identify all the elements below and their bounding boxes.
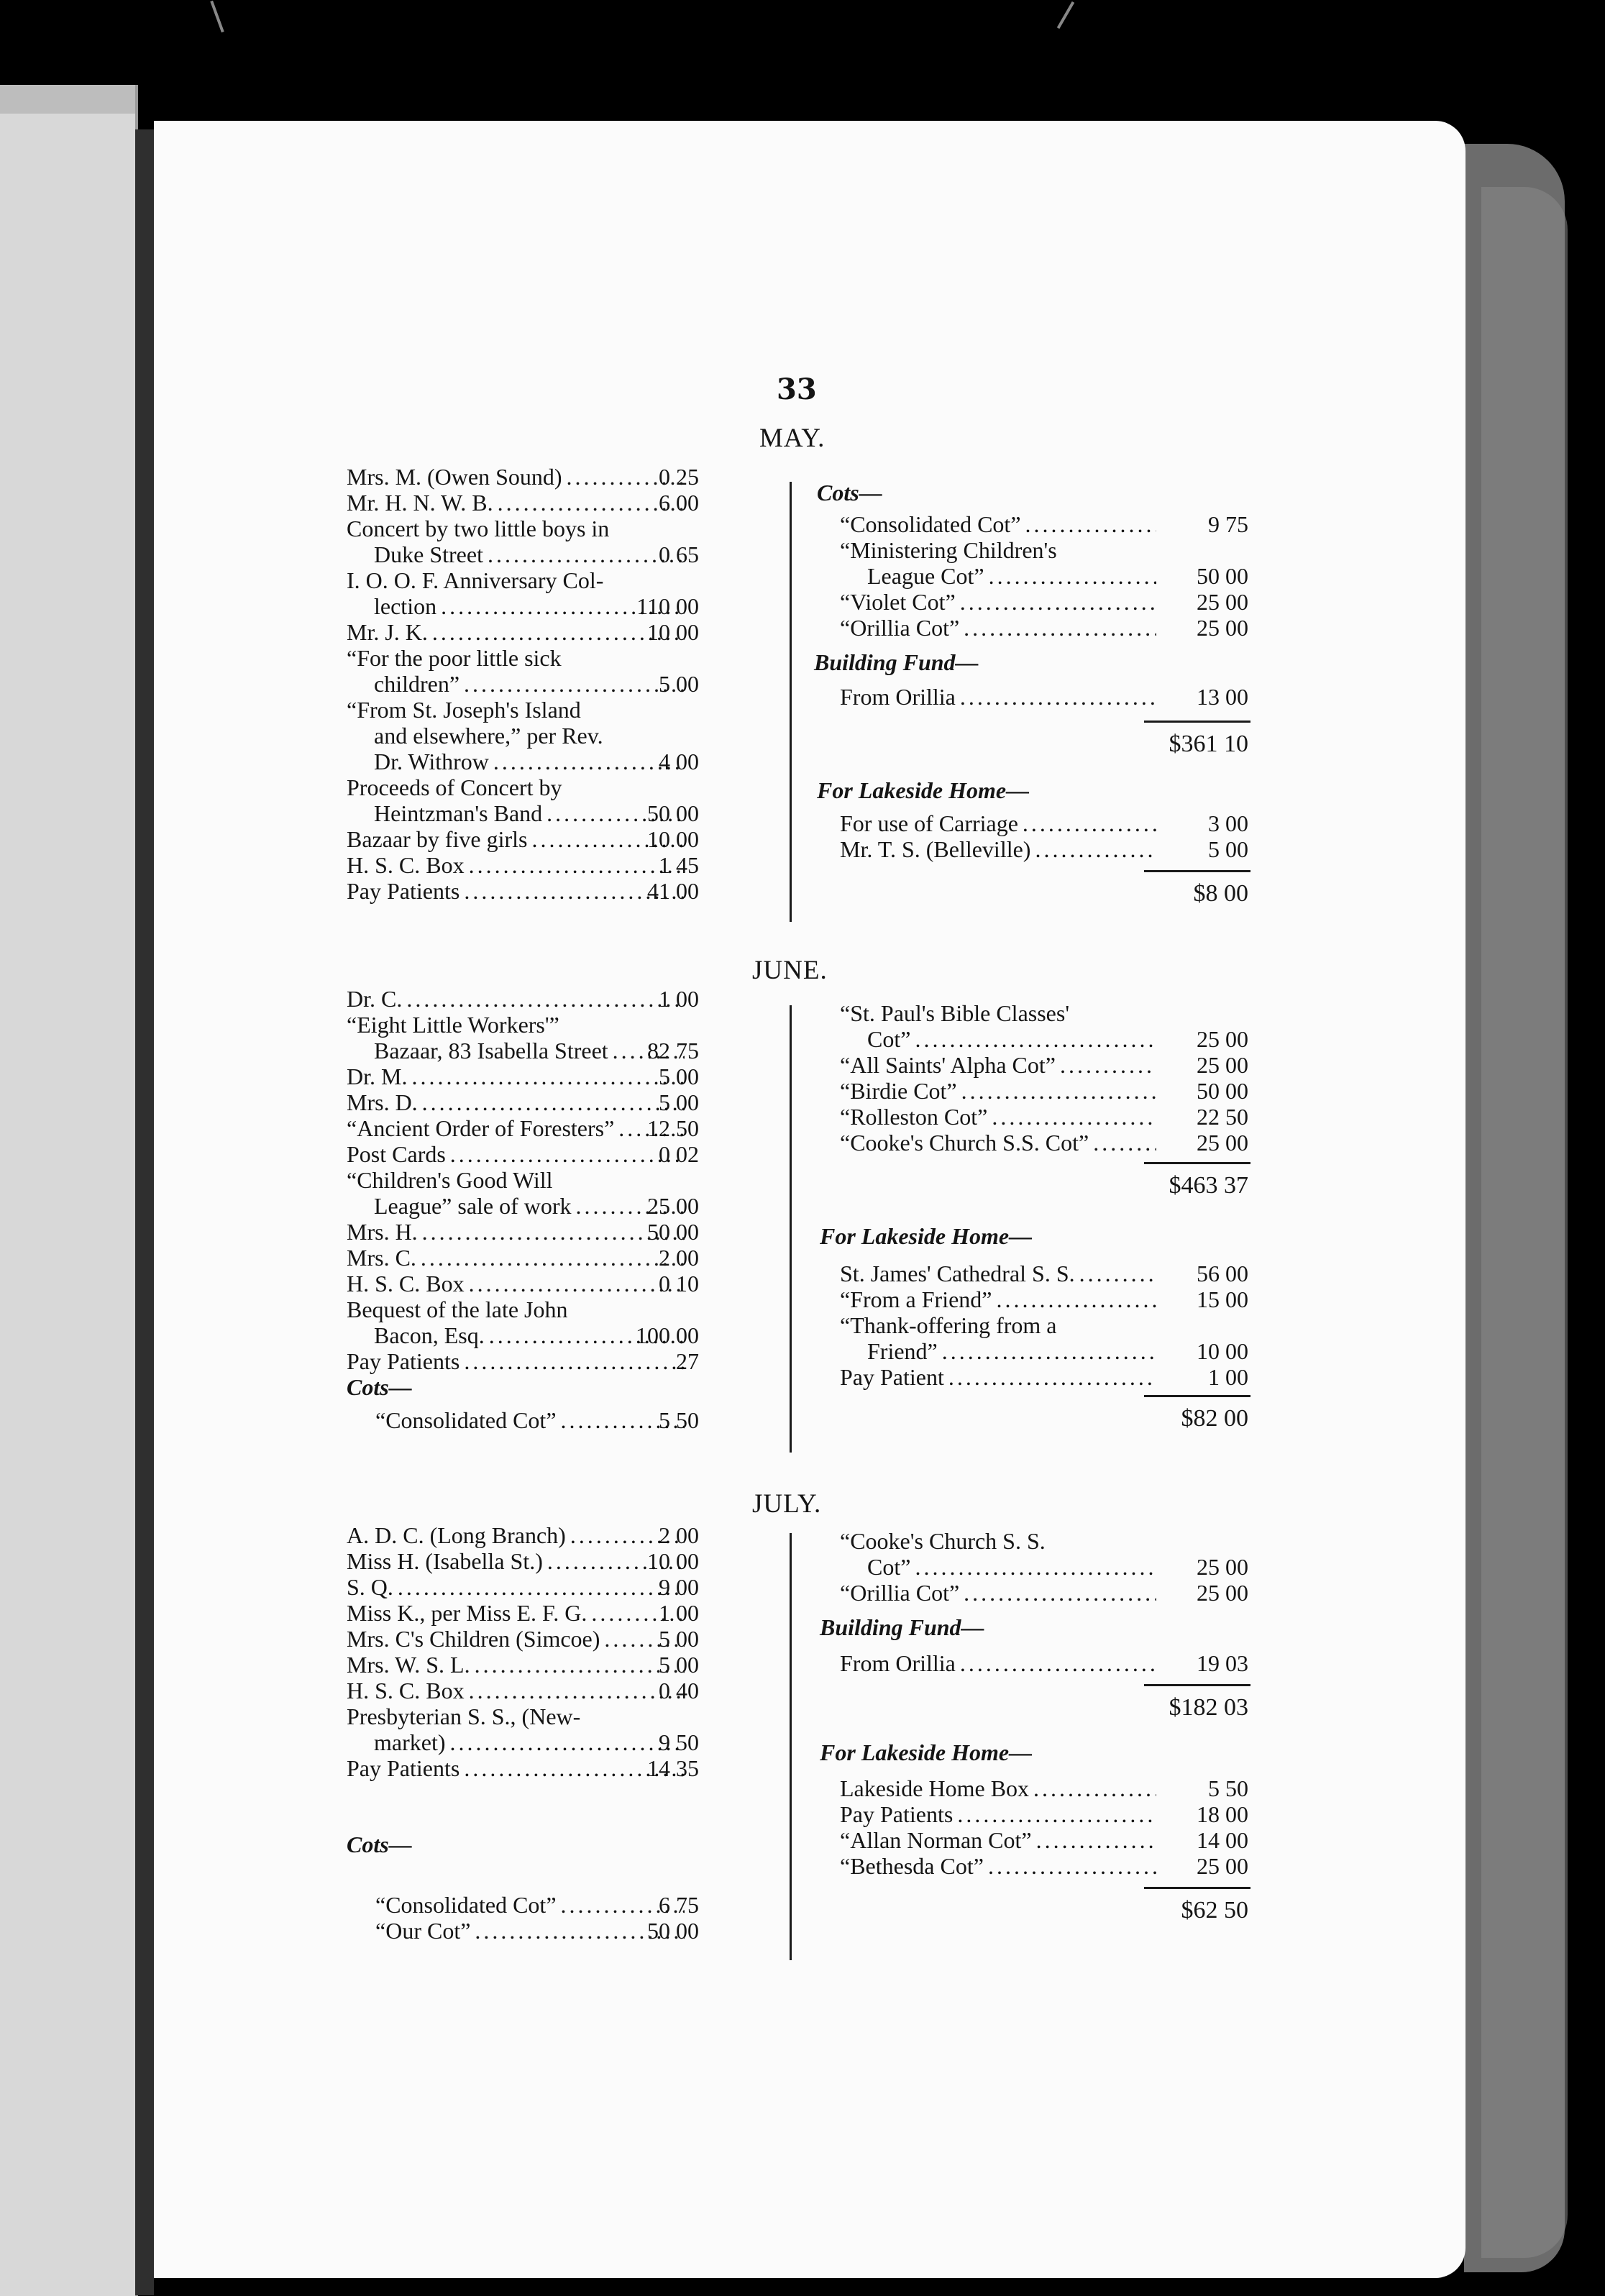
total-rule <box>1144 1684 1250 1686</box>
ledger-entry-amount: 27 <box>676 1348 699 1374</box>
ledger-entry-label <box>840 1651 1156 1675</box>
ledger-entry-label <box>867 1555 1156 1579</box>
leader-dots <box>1079 1261 1156 1286</box>
entry-text: “Orillia Cot” <box>840 615 960 641</box>
ledger-entry-label <box>840 512 1156 536</box>
ledger-entry-amount: 25 00 <box>1197 615 1248 641</box>
entry-text: From Orillia <box>840 684 956 710</box>
entry-text: Mrs. D. <box>347 1089 418 1115</box>
ledger-entry-amount: 1 00 <box>659 1600 699 1626</box>
leader-dots <box>915 1555 1156 1579</box>
ledger-entry-amount: 10 00 <box>647 1548 699 1574</box>
ledger-entry-amount: 0 40 <box>659 1678 699 1703</box>
ledger-entry-amount: 19 03 <box>1197 1650 1248 1676</box>
entry-text: Dr. C. <box>347 986 403 1012</box>
entry-text: Mrs. W. S. L. <box>347 1652 470 1678</box>
ledger-entry-amount: 0 10 <box>659 1271 699 1296</box>
ledger-entry-amount: 5 00 <box>659 671 699 697</box>
ledger-entry-label <box>840 1854 1156 1878</box>
ledger-entry-amount: 5 00 <box>1208 836 1248 862</box>
entry-text: From Orillia <box>840 1650 956 1676</box>
ledger-entry-amount: 4 00 <box>659 749 699 774</box>
leader-dots <box>989 564 1156 588</box>
entry-text: Pay Patients <box>347 1348 460 1374</box>
entry-text: League” sale of work <box>374 1193 572 1219</box>
ledger-entry-amount: 9 00 <box>659 1574 699 1600</box>
ledger-entry-amount: 100 00 <box>636 1322 699 1348</box>
entry-text: “Rolleston Cot” <box>840 1104 988 1130</box>
ledger-entry-amount: 5 00 <box>659 1064 699 1089</box>
ledger-entry-amount: 9 75 <box>1208 511 1248 537</box>
ledger-entry-amount: 14 35 <box>647 1755 699 1781</box>
ledger-entry-amount: 25 00 <box>1197 1853 1248 1879</box>
section-heading: Building Fund— <box>820 1614 984 1640</box>
entry-text: A. D. C. (Long Branch) <box>347 1522 566 1548</box>
entry-text: Bazaar by five girls <box>347 826 528 852</box>
entry-text: Miss H. (Isabella St.) <box>347 1548 543 1574</box>
entry-text: children” <box>374 671 460 697</box>
ledger-entry-amount: 5 00 <box>659 1089 699 1115</box>
month-heading: JULY. <box>752 1489 822 1519</box>
leader-dots <box>1025 512 1156 536</box>
ledger-entry-amount: 13 00 <box>1197 684 1248 710</box>
leader-dots <box>960 590 1156 614</box>
entry-text: Mrs. H. <box>347 1219 418 1245</box>
entry-text: “Consolidated Cot” <box>840 511 1021 537</box>
entry-text: “Thank-offering from a <box>840 1312 1057 1338</box>
section-heading: Cots— <box>347 1374 412 1400</box>
entry-text: and elsewhere,” per Rev. <box>374 723 603 749</box>
entry-text: “Allan Norman Cot” <box>840 1827 1032 1853</box>
entry-text: Bacon, Esq. <box>374 1322 485 1348</box>
ledger-entry-label <box>840 1581 1156 1605</box>
leader-dots <box>942 1339 1156 1363</box>
ledger-entry-amount: 56 00 <box>1197 1261 1248 1286</box>
total-rule <box>1144 870 1250 872</box>
entry-text: Bazaar, 83 Isabella Street <box>374 1038 608 1064</box>
entry-text: “For the poor little sick <box>347 645 562 671</box>
entry-text: “Cooke's Church S. S. <box>840 1528 1046 1554</box>
leader-dots <box>1035 837 1156 861</box>
ledger-entry-amount: 41 00 <box>647 878 699 904</box>
leader-dots <box>1060 1053 1156 1077</box>
ledger-entry-amount: 1 00 <box>659 986 699 1012</box>
leader-dots <box>1036 1828 1156 1852</box>
ledger-entry-label <box>374 723 685 748</box>
entry-text: Dr. Withrow <box>374 749 489 774</box>
ledger-entry-label <box>347 1012 685 1037</box>
entry-text: League Cot” <box>867 563 984 589</box>
ledger-entry-amount: 50 00 <box>647 1918 699 1944</box>
entry-text: Duke Street <box>374 541 483 567</box>
section-heading: For Lakeside Home— <box>820 1223 1033 1249</box>
scan-mark <box>210 1 224 33</box>
entry-text: “Orillia Cot” <box>840 1580 960 1606</box>
ledger-entry-label <box>347 568 685 593</box>
entry-text: H. S. C. Box <box>347 1271 465 1296</box>
ledger-entry-amount: 9 50 <box>659 1729 699 1755</box>
leader-dots <box>964 616 1156 640</box>
total-rule <box>1144 1395 1250 1397</box>
page-edge-shadow-inner <box>1481 187 1568 2258</box>
ledger-entry-amount: 50 00 <box>647 1219 699 1245</box>
ledger-entry-label <box>840 1053 1156 1077</box>
entry-text: I. O. O. F. Anniversary Col- <box>347 567 604 593</box>
column-rule <box>790 1533 792 1960</box>
entry-text: Pay Patient <box>840 1364 944 1390</box>
section-total: $82 00 <box>1181 1405 1248 1432</box>
section-heading: Cots— <box>347 1831 412 1857</box>
page-number: 33 <box>777 372 817 406</box>
section-total: $361 10 <box>1169 731 1248 757</box>
entry-text: “Our Cot” <box>375 1918 471 1944</box>
entry-text: Cot” <box>867 1026 911 1052</box>
ledger-entry-label <box>347 698 685 722</box>
leader-dots <box>915 1027 1156 1051</box>
ledger-entry-amount: 25 00 <box>1197 1130 1248 1156</box>
section-total: $62 50 <box>1181 1897 1248 1924</box>
ledger-entry-label <box>840 811 1156 836</box>
entry-text: Cot” <box>867 1554 911 1580</box>
leader-dots <box>1033 1776 1156 1801</box>
entry-text: Post Cards <box>347 1141 446 1167</box>
entry-text: Lakeside Home Box <box>840 1775 1030 1801</box>
ledger-entry-amount: 25 00 <box>1197 1026 1248 1052</box>
ledger-entry-amount: 50 00 <box>1197 563 1248 589</box>
ledger-entry-amount: 14 00 <box>1197 1827 1248 1853</box>
leader-dots <box>961 1079 1156 1103</box>
entry-text: “Bethesda Cot” <box>840 1853 984 1879</box>
entry-text: Pay Patients <box>347 1755 460 1781</box>
ledger-entry-label <box>840 837 1156 861</box>
entry-text: Miss K., per Miss E. F. G. <box>347 1600 587 1626</box>
entry-text: “Birdie Cot” <box>840 1078 957 1104</box>
ledger-entry-amount: 3 00 <box>1208 810 1248 836</box>
leader-dots <box>992 1104 1156 1129</box>
ledger-entry-amount: 5 50 <box>1208 1775 1248 1801</box>
ledger-entry-label <box>840 1802 1156 1826</box>
ledger-entry-amount: 5 00 <box>659 1626 699 1652</box>
leader-dots <box>997 1287 1157 1312</box>
ledger-entry-label <box>840 1828 1156 1852</box>
total-rule <box>1144 1162 1250 1164</box>
ledger-entry-label <box>347 516 685 541</box>
entry-text: “Children's Good Will <box>347 1167 553 1193</box>
ledger-entry-amount: 15 00 <box>1197 1286 1248 1312</box>
entry-text: “St. Paul's Bible Classes' <box>840 1000 1070 1026</box>
ledger-entry-amount: 25 00 <box>1197 1580 1248 1606</box>
ledger-entry-amount: 25 00 <box>1197 589 1248 615</box>
ledger-entry-label <box>347 1297 685 1322</box>
entry-text: “All Saints' Alpha Cot” <box>840 1052 1056 1078</box>
facing-page-edge <box>0 85 135 114</box>
section-heading: For Lakeside Home— <box>820 1739 1033 1765</box>
entry-text: Friend” <box>867 1338 938 1364</box>
ledger-entry-label <box>867 564 1156 588</box>
entry-text: “Consolidated Cot” <box>375 1892 557 1918</box>
ledger-entry-label <box>840 616 1156 640</box>
ledger-entry-label <box>867 1027 1156 1051</box>
ledger-entry-label <box>347 1168 685 1192</box>
section-total: $182 03 <box>1169 1694 1248 1721</box>
ledger-entry-label <box>840 538 1156 562</box>
leader-dots <box>1023 811 1156 836</box>
leader-dots <box>988 1854 1156 1878</box>
ledger-entry-amount: 5 50 <box>659 1407 699 1433</box>
leader-dots <box>1093 1130 1156 1155</box>
entry-text: Proceeds of Concert by <box>347 774 562 800</box>
entry-text: “Eight Little Workers'” <box>347 1012 559 1038</box>
entry-text: H. S. C. Box <box>347 1678 465 1703</box>
section-heading: Cots— <box>817 480 882 506</box>
ledger-entry-label <box>840 1529 1156 1553</box>
ledger-entry-amount: 10 00 <box>647 619 699 645</box>
total-rule <box>1144 1887 1250 1889</box>
ledger-entry-amount: 2 00 <box>659 1245 699 1271</box>
entry-text: “Ministering Children's <box>840 537 1057 563</box>
entry-text: “Consolidated Cot” <box>375 1407 557 1433</box>
entry-text: H. S. C. Box <box>347 852 465 878</box>
ledger-entry-amount: 1 00 <box>1208 1364 1248 1390</box>
entry-text: St. James' Cathedral S. S. <box>840 1261 1075 1286</box>
leader-dots <box>948 1365 1156 1389</box>
ledger-entry-amount: 0 02 <box>659 1141 699 1167</box>
section-heading: Building Fund— <box>814 649 979 675</box>
ledger-entry-amount: 18 00 <box>1197 1801 1248 1827</box>
entry-text: Pay Patients <box>840 1801 954 1827</box>
section-heading: For Lakeside Home— <box>817 777 1030 803</box>
leader-dots <box>964 1581 1156 1605</box>
ledger-entry-amount: 0 25 <box>659 464 699 490</box>
ledger-entry-amount: 6 75 <box>659 1892 699 1918</box>
section-total: $8 00 <box>1193 880 1248 907</box>
ledger-entry-amount: 1 45 <box>659 852 699 878</box>
entry-text: Heintzman's Band <box>374 800 543 826</box>
total-rule <box>1144 721 1250 723</box>
ledger-entry-amount: 2 00 <box>659 1522 699 1548</box>
ledger-entry-amount: 82 75 <box>647 1038 699 1064</box>
ledger-entry-amount: 50 00 <box>1197 1078 1248 1104</box>
month-heading: JUNE. <box>752 956 828 985</box>
entry-text: Mrs. M. (Owen Sound) <box>347 464 562 490</box>
ledger-entry-label <box>840 1287 1156 1312</box>
ledger-entry-label <box>840 1001 1156 1025</box>
entry-text: Mrs. C. <box>347 1245 416 1271</box>
ledger-entry-amount: 50 00 <box>647 800 699 826</box>
ledger-entry-amount: 22 50 <box>1197 1104 1248 1130</box>
entry-text: Concert by two little boys in <box>347 516 610 541</box>
ledger-entry-label <box>840 685 1156 709</box>
ledger-entry-label <box>347 646 685 670</box>
ledger-entry-label <box>840 1130 1156 1155</box>
ledger-entry-label <box>840 1261 1156 1286</box>
entry-text: Pay Patients <box>347 878 460 904</box>
leader-dots <box>957 1802 1156 1826</box>
ledger-entry-label <box>840 590 1156 614</box>
entry-text: “Violet Cot” <box>840 589 956 615</box>
ledger-entry-amount: 12 50 <box>647 1115 699 1141</box>
ledger-entry-label <box>867 1339 1156 1363</box>
ledger-entry-amount: 25 00 <box>1197 1052 1248 1078</box>
entry-text: For use of Carriage <box>840 810 1018 836</box>
entry-text: “From a Friend” <box>840 1286 992 1312</box>
entry-text: lection <box>374 593 437 619</box>
entry-text: “From St. Joseph's Island <box>347 697 581 723</box>
ledger-entry-amount: 10 00 <box>647 826 699 852</box>
entry-text: Mrs. C's Children (Simcoe) <box>347 1626 600 1652</box>
facing-page <box>0 85 138 2296</box>
ledger-entry-label <box>840 1104 1156 1129</box>
entry-text: Mr. H. N. W. B. <box>347 490 493 516</box>
month-heading: MAY. <box>759 424 826 453</box>
entry-text: Dr. M. <box>347 1064 408 1089</box>
ledger-entry-amount: 25 00 <box>1197 1554 1248 1580</box>
ledger-entry-label <box>840 1313 1156 1337</box>
ledger-entry-amount: 6 00 <box>659 490 699 516</box>
column-rule <box>790 482 792 922</box>
ledger-entry-label <box>347 775 685 800</box>
entry-text: market) <box>374 1729 446 1755</box>
entry-text: S. Q. <box>347 1574 393 1600</box>
ledger-entry-label <box>840 1365 1156 1389</box>
entry-text: Presbyterian S. S., (New- <box>347 1703 581 1729</box>
ledger-entry-amount: 10 00 <box>1197 1338 1248 1364</box>
ledger-entry-label <box>840 1776 1156 1801</box>
entry-text: Bequest of the late John <box>347 1296 568 1322</box>
scan-mark <box>1057 1 1074 29</box>
book-gutter <box>135 129 154 2295</box>
entry-text: “Ancient Order of Foresters” <box>347 1115 615 1141</box>
ledger-entry-amount: 0 65 <box>659 541 699 567</box>
column-rule <box>790 1005 792 1453</box>
section-total: $463 37 <box>1169 1172 1248 1199</box>
entry-text: “Cooke's Church S.S. Cot” <box>840 1130 1089 1156</box>
leader-dots <box>960 685 1156 709</box>
ledger-entry-amount: 5 00 <box>659 1652 699 1678</box>
ledger-entry-amount: 25 00 <box>647 1193 699 1219</box>
leader-dots <box>960 1651 1156 1675</box>
entry-text: Mr. J. K. <box>347 619 428 645</box>
ledger-entry-label <box>347 1704 685 1729</box>
ledger-entry-label <box>840 1079 1156 1103</box>
ledger-entry-amount: 110 00 <box>636 593 699 619</box>
entry-text: Mr. T. S. (Belleville) <box>840 836 1031 862</box>
